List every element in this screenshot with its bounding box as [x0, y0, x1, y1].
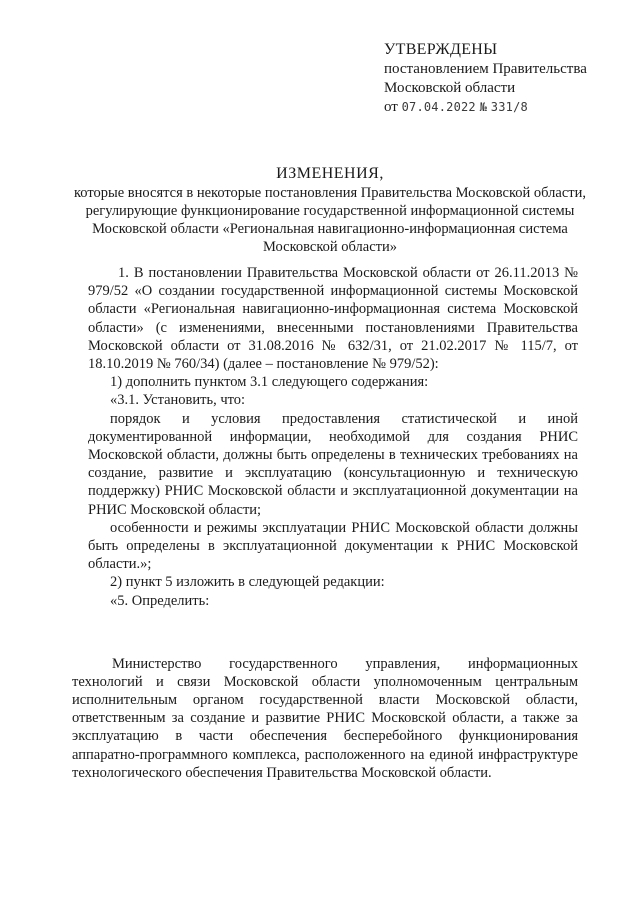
paragraph-7: «5. Определить: — [110, 592, 210, 609]
document-title — [60, 164, 600, 256]
paragraph-4: порядок и условия предоставления статистической и иной документированной информации, необходимой для создания РНИС Московской области, должны быть определены в технических требованиях на создание, развитие и эксплуатацию (консультационную и техническую поддержку) РНИС Московской области и эксплуатационной документации на РНИС Московской области; — [88, 410, 578, 518]
title-subtitle: которые вносятся в некоторые постановления Правительства Московской области, регулирующие функционирование государственной информационной системы Московской области «Региональная навигационно-информационная система Московской области» — [73, 185, 587, 255]
approval-heading: УТВЕРЖДЕНЫ — [384, 41, 498, 58]
paragraph-3: «3.1. Установить, что: — [110, 392, 246, 409]
approval-number: 331/8 — [490, 100, 528, 114]
approval-from-prefix: от — [384, 99, 398, 115]
approval-line-1: постановлением Правительства — [384, 61, 587, 77]
approval-date-line — [384, 98, 624, 117]
approval-line-2: Московской области — [384, 80, 516, 96]
title-main: ИЗМЕНЕНИЯ, — [276, 165, 384, 182]
paragraph-2: 1) дополнить пунктом 3.1 следующего содержания: — [110, 374, 429, 391]
document-body — [88, 264, 578, 610]
approval-date: 07.04.2022 — [401, 100, 476, 114]
approval-number-sign: № — [479, 100, 488, 114]
paragraph-6: 2) пункт 5 изложить в следующей редакции: — [110, 574, 385, 591]
approval-block — [384, 40, 624, 117]
paragraph-5: особенности и режимы эксплуатации РНИС Московской области должны быть определены в эксплуатационной документации к РНИС Московской области.»; — [88, 519, 578, 573]
paragraph-8: Министерство государственного управления, информационных технологий и связи Московской области уполномоченным центральным исполнительным органом государственной власти Московской области, ответственным за создание и развитие РНИС Московской области, а также за эксплуатацию в части обеспечения бесперебойного функционирования аппаратно-программного комплекса, расположенного на единой инфраструктуре технологического обеспечения Правительства Московской области. — [72, 655, 578, 781]
paragraph-1: 1. В постановлении Правительства Московской области от 26.11.2013 № 979/52 «О создании государственной информационной системы Московской области «Региональная навигационно-информационная система Московской области» (с изменениями, внесенными постановлениями Правительства Московской области от 31.08.2016 № 632/31, от 21.02.2017 № 115/7, от 18.10.2019 № 760/34) (далее – постановление № 979/52): — [88, 265, 578, 373]
